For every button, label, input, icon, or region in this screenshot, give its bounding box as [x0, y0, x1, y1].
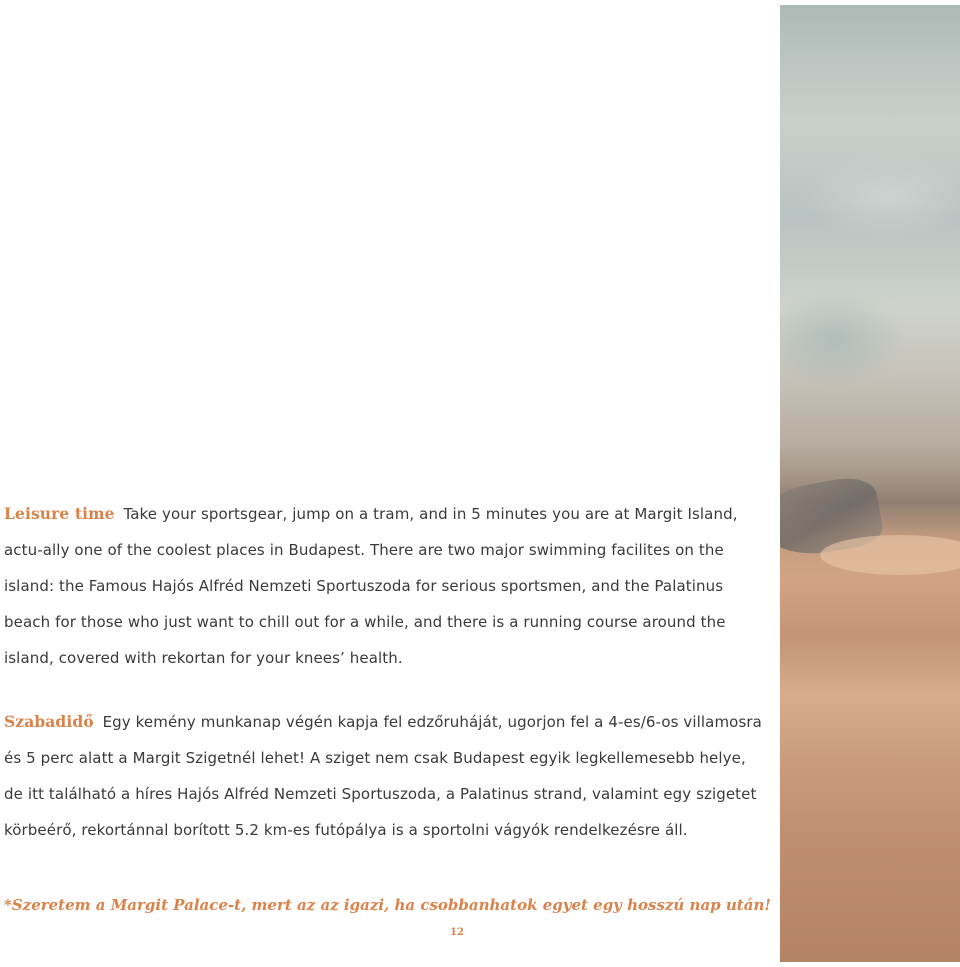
hungarian-body-text: Egy kemény munkanap végén kapja fel edzőruháját, ugorjon fel a 4-es/6-os villamosra és 5 perc alatt a Margit Szigetnél lehet! A sziget nem csak Budapest egyik legkellemesebb helye, de itt található a híres Hajós Alfréd Nemzeti Sportuszoda, a Palatinus strand, valamint egy szigetet körbeérő, rekortánnal borított 5.2 km-es futópálya is a sportolni vágyók rendelkezésre áll.	[4, 713, 762, 839]
english-body-text: Take your sportsgear, jump on a tram, and in 5 minutes you are at Margit Island, actu-ally one of the coolest places in Budapest. There are two major swimming facilites on the island: the Famous Hajós Alfréd Nemzeti Sportuszoda for serious sportsmen, and the Palatinus beach for those who just want to chill out for a while, and there is a running course around the island, covered with rekortan for your knees’ health.	[4, 505, 738, 667]
text-column	[4, 496, 764, 848]
hungarian-lead-heading: Szabadidő	[4, 712, 94, 731]
beach-photo	[780, 5, 960, 962]
photo-sand-sheen	[820, 535, 960, 575]
testimonial-quote: *Szeretem a Margit Palace-t, mert az az igazi, ha csobbanhatok egyet egy hosszú nap után!	[4, 896, 771, 914]
hungarian-paragraph	[4, 704, 764, 848]
english-lead-heading: Leisure time	[4, 504, 115, 523]
english-paragraph	[4, 496, 764, 676]
page-number: 12	[450, 927, 464, 938]
